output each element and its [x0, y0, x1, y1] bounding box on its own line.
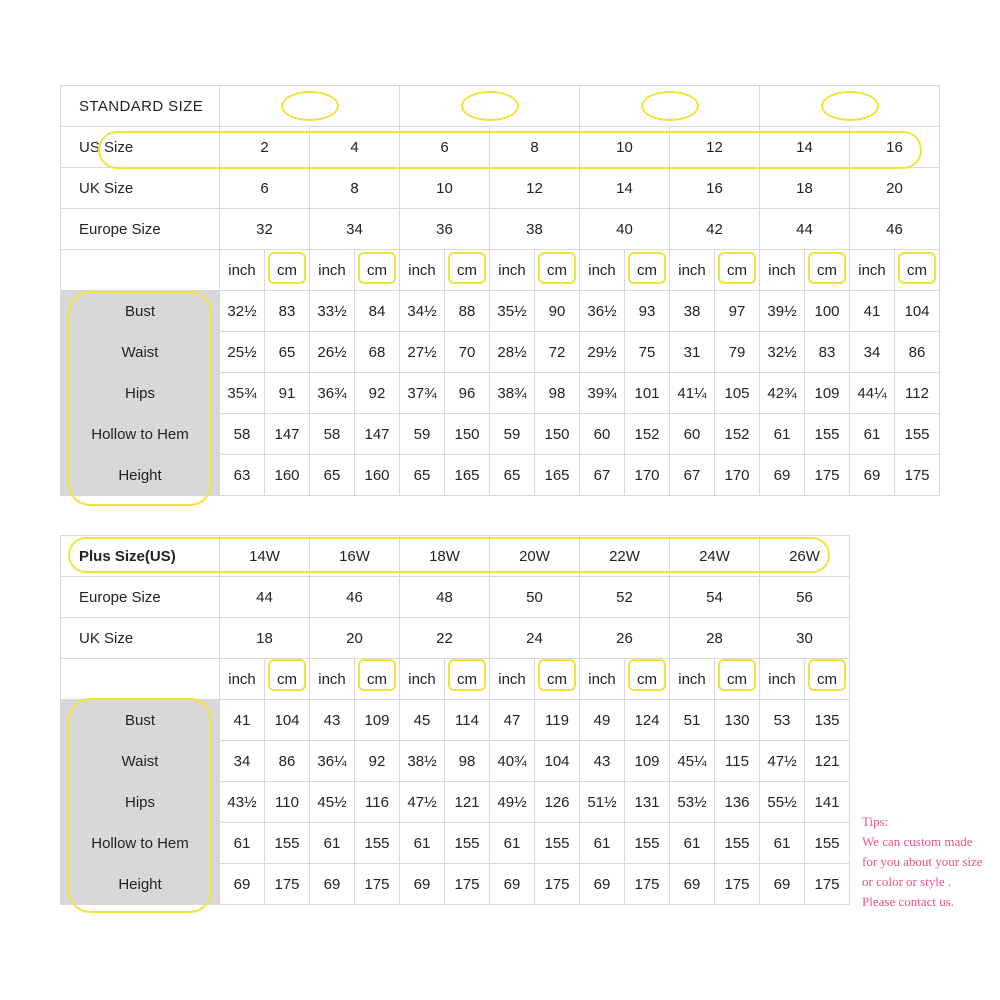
- cell: 61: [400, 823, 445, 864]
- cell: 41¼: [670, 373, 715, 414]
- cell: 170: [715, 455, 760, 496]
- tips-line-2: We can custom made: [862, 834, 973, 849]
- cell: 53: [760, 700, 805, 741]
- cell: 175: [805, 864, 850, 905]
- tips-block: [862, 812, 997, 912]
- cell: 14: [580, 168, 670, 209]
- cell: 61: [760, 823, 805, 864]
- cell: 6: [400, 127, 490, 168]
- cell: 61: [310, 823, 355, 864]
- cell: 28½: [490, 332, 535, 373]
- cell: 105: [715, 373, 760, 414]
- cell: 69: [760, 455, 805, 496]
- standard-header-row: [61, 86, 940, 127]
- cell: 40¾: [490, 741, 535, 782]
- cell: 60: [670, 414, 715, 455]
- cell: 41: [850, 291, 895, 332]
- cell: 46: [850, 209, 940, 250]
- cell: 49: [580, 700, 625, 741]
- cell: 155: [265, 823, 310, 864]
- cell: 59: [490, 414, 535, 455]
- unit-cell-inch: inch: [670, 250, 715, 291]
- cell: 37¾: [400, 373, 445, 414]
- cell: 43: [580, 741, 625, 782]
- tips-line-3: for you about your size: [862, 854, 983, 869]
- cell: 92: [355, 373, 400, 414]
- row-label-height: Height: [61, 455, 220, 496]
- cell: 79: [715, 332, 760, 373]
- cell: 86: [895, 332, 940, 373]
- cell: 44: [220, 577, 310, 618]
- row-label-bust: Bust: [61, 291, 220, 332]
- row-label-hips: Hips: [61, 782, 220, 823]
- cell: 20: [850, 168, 940, 209]
- cell: 14W: [220, 536, 310, 577]
- table-row: [61, 618, 850, 659]
- cell: 34½: [400, 291, 445, 332]
- size-badge-l: L: [641, 91, 699, 121]
- unit-cell-inch: inch: [760, 250, 805, 291]
- table-row: [61, 209, 940, 250]
- cell: 90: [535, 291, 580, 332]
- cell: 175: [355, 864, 400, 905]
- size-group-s: [220, 86, 400, 127]
- cell: 155: [895, 414, 940, 455]
- cell: 175: [805, 455, 850, 496]
- row-label-plus-size-us: Plus Size(US): [61, 536, 220, 577]
- cell: 124: [625, 700, 670, 741]
- cell: 65: [310, 455, 355, 496]
- cell: 67: [670, 455, 715, 496]
- standard-title: STANDARD SIZE: [61, 86, 220, 127]
- cell: 22: [400, 618, 490, 659]
- cell: 69: [490, 864, 535, 905]
- row-label-europe-size: Europe Size: [61, 209, 220, 250]
- table-row: [61, 741, 850, 782]
- row-label-bust: Bust: [61, 700, 220, 741]
- cell: 69: [400, 864, 445, 905]
- unit-cell-cm: cm: [445, 659, 490, 700]
- cell: 104: [895, 291, 940, 332]
- cell: 43½: [220, 782, 265, 823]
- cell: 72: [535, 332, 580, 373]
- cell: 175: [715, 864, 760, 905]
- unit-cell-inch: inch: [760, 659, 805, 700]
- cell: 69: [580, 864, 625, 905]
- table-row: [61, 414, 940, 455]
- row-label-waist: Waist: [61, 332, 220, 373]
- unit-cell-inch: inch: [310, 250, 355, 291]
- cell: 175: [535, 864, 580, 905]
- cell: 24W: [670, 536, 760, 577]
- cell: 47½: [400, 782, 445, 823]
- cell: 31: [670, 332, 715, 373]
- tips-line-4: or color or style .: [862, 874, 952, 889]
- cell: 119: [535, 700, 580, 741]
- cell: 47½: [760, 741, 805, 782]
- cell: 8: [310, 168, 400, 209]
- cell: 69: [310, 864, 355, 905]
- cell: 22W: [580, 536, 670, 577]
- size-badge-xl: XL: [821, 91, 879, 121]
- cell: 147: [355, 414, 400, 455]
- unit-cell-inch: inch: [310, 659, 355, 700]
- cell: 16W: [310, 536, 400, 577]
- plus-size-table: [60, 535, 850, 905]
- cell: 141: [805, 782, 850, 823]
- row-label-uk-size: UK Size: [61, 168, 220, 209]
- cell: 26: [580, 618, 670, 659]
- unit-cell-inch: inch: [400, 250, 445, 291]
- cell: 38¾: [490, 373, 535, 414]
- cell: 16: [850, 127, 940, 168]
- cell: 91: [265, 373, 310, 414]
- cell: 116: [355, 782, 400, 823]
- cell: 54: [670, 577, 760, 618]
- cell: 47: [490, 700, 535, 741]
- unit-cell-inch: inch: [670, 659, 715, 700]
- cell: 131: [625, 782, 670, 823]
- cell: 86: [265, 741, 310, 782]
- table-row: [61, 577, 850, 618]
- unit-cell-inch: inch: [580, 250, 625, 291]
- cell: 69: [670, 864, 715, 905]
- cell: 25½: [220, 332, 265, 373]
- cell: 58: [310, 414, 355, 455]
- cell: 12: [670, 127, 760, 168]
- row-label-waist: Waist: [61, 741, 220, 782]
- cell: 92: [355, 741, 400, 782]
- cell: 61: [580, 823, 625, 864]
- unit-cell-cm: cm: [265, 659, 310, 700]
- cell: 175: [625, 864, 670, 905]
- row-label-height: Height: [61, 864, 220, 905]
- cell: 27½: [400, 332, 445, 373]
- cell: 18: [760, 168, 850, 209]
- table-row: [61, 700, 850, 741]
- cell: 100: [805, 291, 850, 332]
- cell: 155: [535, 823, 580, 864]
- cell: 170: [625, 455, 670, 496]
- cell: 155: [445, 823, 490, 864]
- cell: 58: [220, 414, 265, 455]
- cell: 59: [400, 414, 445, 455]
- tips-line-5: Please contact us.: [862, 894, 955, 909]
- cell: 46: [310, 577, 400, 618]
- cell: 150: [445, 414, 490, 455]
- row-label-us-size: US Size: [61, 127, 220, 168]
- cell: 51½: [580, 782, 625, 823]
- table-row: [61, 455, 940, 496]
- cell: 155: [805, 414, 850, 455]
- unit-cell-cm: cm: [355, 659, 400, 700]
- cell: 61: [760, 414, 805, 455]
- cell: 130: [715, 700, 760, 741]
- unit-cell-cm: cm: [715, 659, 760, 700]
- cell: 155: [355, 823, 400, 864]
- row-label-hollow-to-hem: Hollow to Hem: [61, 414, 220, 455]
- table-row: [61, 373, 940, 414]
- table-row: [61, 782, 850, 823]
- cell: 49½: [490, 782, 535, 823]
- cell: 28: [670, 618, 760, 659]
- cell: 121: [805, 741, 850, 782]
- cell: 2: [220, 127, 310, 168]
- unit-cell-cm: cm: [625, 250, 670, 291]
- cell: 65: [490, 455, 535, 496]
- cell: 69: [220, 864, 265, 905]
- standard-size-table-wrap: [60, 85, 939, 496]
- cell: 44: [760, 209, 850, 250]
- cell: 104: [535, 741, 580, 782]
- cell: 65: [400, 455, 445, 496]
- size-group-m: [400, 86, 580, 127]
- cell: 38: [670, 291, 715, 332]
- cell: 147: [265, 414, 310, 455]
- cell: 32: [220, 209, 310, 250]
- cell: 104: [265, 700, 310, 741]
- cell: 52: [580, 577, 670, 618]
- cell: 165: [535, 455, 580, 496]
- cell: 121: [445, 782, 490, 823]
- cell: 150: [535, 414, 580, 455]
- cell: 152: [715, 414, 760, 455]
- table-row: [61, 823, 850, 864]
- cell: 48: [400, 577, 490, 618]
- unit-cell-cm: cm: [265, 250, 310, 291]
- cell: 18W: [400, 536, 490, 577]
- unit-cell-inch: inch: [400, 659, 445, 700]
- row-label-europe-size: Europe Size: [61, 577, 220, 618]
- unit-cell-cm: cm: [535, 250, 580, 291]
- cell: 10: [580, 127, 670, 168]
- cell: 109: [805, 373, 850, 414]
- cell: 42¾: [760, 373, 805, 414]
- unit-cell-inch: inch: [220, 659, 265, 700]
- cell: 38: [490, 209, 580, 250]
- cell: 175: [265, 864, 310, 905]
- cell: 36½: [580, 291, 625, 332]
- cell: 70: [445, 332, 490, 373]
- cell: 43: [310, 700, 355, 741]
- unit-cell-inch: inch: [220, 250, 265, 291]
- cell: 35½: [490, 291, 535, 332]
- row-label-hollow-to-hem: Hollow to Hem: [61, 823, 220, 864]
- cell: 83: [805, 332, 850, 373]
- cell: 24: [490, 618, 580, 659]
- plus-unit-row: [61, 659, 850, 700]
- cell: 8: [490, 127, 580, 168]
- cell: 61: [670, 823, 715, 864]
- unit-cell-inch: inch: [580, 659, 625, 700]
- cell: 33½: [310, 291, 355, 332]
- unit-cell-inch: inch: [490, 659, 535, 700]
- unit-cell-cm: cm: [715, 250, 760, 291]
- cell: 34: [310, 209, 400, 250]
- cell: 36¾: [310, 373, 355, 414]
- standard-size-table: [60, 85, 940, 496]
- cell: 32½: [760, 332, 805, 373]
- unit-row-blank-label: [61, 250, 220, 291]
- cell: 14: [760, 127, 850, 168]
- cell: 175: [445, 864, 490, 905]
- cell: 63: [220, 455, 265, 496]
- cell: 61: [220, 823, 265, 864]
- cell: 65: [265, 332, 310, 373]
- cell: 6: [220, 168, 310, 209]
- cell: 67: [580, 455, 625, 496]
- cell: 42: [670, 209, 760, 250]
- cell: 61: [490, 823, 535, 864]
- cell: 98: [445, 741, 490, 782]
- cell: 4: [310, 127, 400, 168]
- cell: 41: [220, 700, 265, 741]
- cell: 97: [715, 291, 760, 332]
- cell: 160: [355, 455, 400, 496]
- cell: 98: [535, 373, 580, 414]
- cell: 45: [400, 700, 445, 741]
- cell: 155: [625, 823, 670, 864]
- unit-cell-cm: cm: [805, 659, 850, 700]
- cell: 55½: [760, 782, 805, 823]
- cell: 96: [445, 373, 490, 414]
- cell: 61: [850, 414, 895, 455]
- cell: 114: [445, 700, 490, 741]
- row-label-uk-size: UK Size: [61, 618, 220, 659]
- cell: 39¾: [580, 373, 625, 414]
- table-row: [61, 291, 940, 332]
- cell: 84: [355, 291, 400, 332]
- cell: 60: [580, 414, 625, 455]
- cell: 75: [625, 332, 670, 373]
- cell: 136: [715, 782, 760, 823]
- cell: 152: [625, 414, 670, 455]
- cell: 29½: [580, 332, 625, 373]
- cell: 30: [760, 618, 850, 659]
- cell: 50: [490, 577, 580, 618]
- table-row: [61, 168, 940, 209]
- cell: 160: [265, 455, 310, 496]
- cell: 69: [760, 864, 805, 905]
- cell: 44¼: [850, 373, 895, 414]
- cell: 26W: [760, 536, 850, 577]
- cell: 38½: [400, 741, 445, 782]
- cell: 12: [490, 168, 580, 209]
- cell: 93: [625, 291, 670, 332]
- cell: 175: [895, 455, 940, 496]
- cell: 34: [850, 332, 895, 373]
- tips-line-1: Tips:: [862, 814, 889, 829]
- table-row: [61, 332, 940, 373]
- unit-cell-cm: cm: [355, 250, 400, 291]
- unit-cell-inch: inch: [850, 250, 895, 291]
- cell: 26½: [310, 332, 355, 373]
- cell: 155: [715, 823, 760, 864]
- cell: 36¼: [310, 741, 355, 782]
- plus-size-table-wrap: [60, 535, 845, 905]
- unit-cell-cm: cm: [895, 250, 940, 291]
- cell: 83: [265, 291, 310, 332]
- cell: 109: [625, 741, 670, 782]
- cell: 51: [670, 700, 715, 741]
- cell: 155: [805, 823, 850, 864]
- cell: 20W: [490, 536, 580, 577]
- size-group-xl: [760, 86, 940, 127]
- cell: 18: [220, 618, 310, 659]
- cell: 165: [445, 455, 490, 496]
- cell: 39½: [760, 291, 805, 332]
- unit-cell-cm: cm: [805, 250, 850, 291]
- row-label-hips: Hips: [61, 373, 220, 414]
- cell: 101: [625, 373, 670, 414]
- cell: 36: [400, 209, 490, 250]
- unit-cell-cm: cm: [625, 659, 670, 700]
- cell: 112: [895, 373, 940, 414]
- standard-unit-row: [61, 250, 940, 291]
- unit-row-blank-label: [61, 659, 220, 700]
- cell: 20: [310, 618, 400, 659]
- cell: 32½: [220, 291, 265, 332]
- table-row: [61, 127, 940, 168]
- cell: 10: [400, 168, 490, 209]
- unit-cell-inch: inch: [490, 250, 535, 291]
- cell: 69: [850, 455, 895, 496]
- cell: 40: [580, 209, 670, 250]
- cell: 34: [220, 741, 265, 782]
- cell: 68: [355, 332, 400, 373]
- cell: 45½: [310, 782, 355, 823]
- table-row: [61, 536, 850, 577]
- unit-cell-cm: cm: [445, 250, 490, 291]
- size-group-l: [580, 86, 760, 127]
- size-badge-s: S: [281, 91, 339, 121]
- cell: 110: [265, 782, 310, 823]
- cell: 45¼: [670, 741, 715, 782]
- table-row: [61, 864, 850, 905]
- cell: 135: [805, 700, 850, 741]
- cell: 109: [355, 700, 400, 741]
- cell: 16: [670, 168, 760, 209]
- cell: 53½: [670, 782, 715, 823]
- cell: 35¾: [220, 373, 265, 414]
- cell: 88: [445, 291, 490, 332]
- cell: 56: [760, 577, 850, 618]
- unit-cell-cm: cm: [535, 659, 580, 700]
- cell: 115: [715, 741, 760, 782]
- cell: 126: [535, 782, 580, 823]
- size-badge-m: M: [461, 91, 519, 121]
